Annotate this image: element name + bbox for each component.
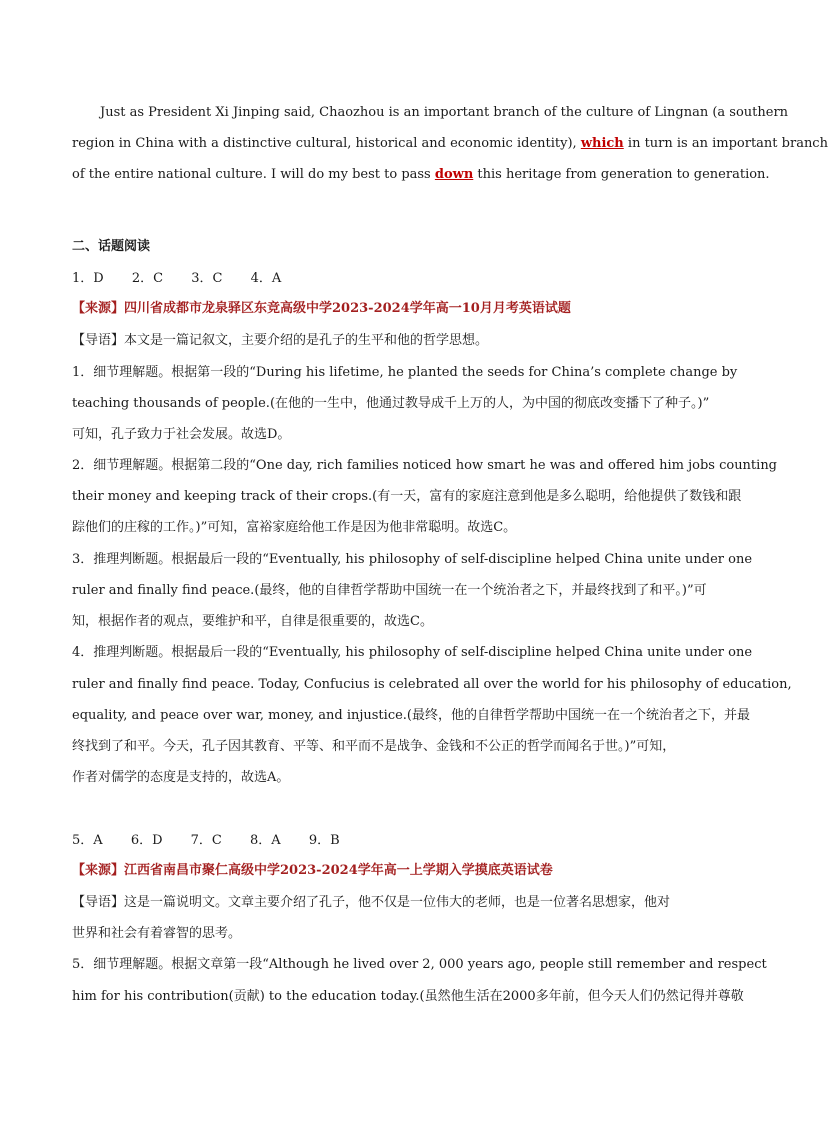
answer-row-2 xyxy=(72,832,724,850)
explanation-line: 1．细节理解题。根据第一段的“During his lifetime, he planted the seeds for China’s complete change by xyxy=(72,365,738,380)
answer-item: 7．C xyxy=(190,833,222,848)
intro-text: of the entire national culture. I will do my best to pass xyxy=(72,167,431,182)
answer-item: 5．A xyxy=(72,833,103,848)
explanation-line: ruler and finally find peace. Today, Confucius is celebrated all over the world for his philosophy of education, xyxy=(72,677,792,692)
answer-item: 3．C xyxy=(191,271,223,286)
explanation-line: teaching thousands of people.(在他的一生中，他通过教导成千上万的人，为中国的彻底改变播下了种子。)” xyxy=(72,396,710,411)
intro-text: region in China with a distinctive cultural, historical and economic identity), xyxy=(72,136,577,151)
guide-line-2-cont: 世界和社会有着睿智的思考。 xyxy=(72,926,242,941)
intro-text: in turn is an important branch xyxy=(627,136,828,151)
answer-highlight: down xyxy=(434,167,474,182)
explanation-line: 终找到了和平。今天，孔子因其教育、平等、和平而不是战争、金钱和不公正的哲学而闻名于世。)”可知， xyxy=(72,739,676,754)
explanation-line: 2．细节理解题。根据第二段的“One day, rich families noticed how smart he was and offered him jobs counting xyxy=(72,458,778,473)
guide-line-2: 【导语】这是一篇说明文。文章主要介绍了孔子，他不仅是一位伟大的老师，也是一位著名思想家，他对 xyxy=(72,895,671,910)
answer-item: 1．D xyxy=(72,271,104,286)
intro-line-3 xyxy=(72,166,770,184)
intro-line-1 xyxy=(72,104,789,122)
answer-item: 8．A xyxy=(250,833,281,848)
answer-item: 9．B xyxy=(308,833,340,848)
answer-row-1 xyxy=(72,270,724,288)
intro-text: Just as President Xi Jinping said, Chaozhou is an important branch of the culture of Lingnan (a southern xyxy=(100,105,789,120)
source-line-2: 【来源】江西省南昌市聚仁高级中学2023-2024学年高一上学期入学摸底英语试卷 xyxy=(72,863,553,878)
answer-highlight: which xyxy=(580,136,624,151)
explanation-line: ruler and finally find peace.(最终，他的自律哲学帮助中国统一在一个统治者之下，并最终找到了和平。)”可 xyxy=(72,583,707,598)
guide-line-1: 【导语】本文是一篇记叙文，主要介绍的是孔子的生平和他的哲学思想。 xyxy=(72,333,489,348)
explanation-line: 5．细节理解题。根据文章第一段“Although he lived over 2, 000 years ago, people still remember and respect xyxy=(72,957,767,972)
source-line-1: 【来源】四川省成都市龙泉驿区东竞高级中学2023-2024学年高一10月月考英语试题 xyxy=(72,301,571,316)
explanation-line: 3．推理判断题。根据最后一段的“Eventually, his philosophy of self-discipline helped China unite under one xyxy=(72,552,753,567)
explanation-line: their money and keeping track of their crops.(有一天，富有的家庭注意到他是多么聪明，给他提供了数钱和跟 xyxy=(72,489,742,504)
explanation-line: 踪他们的庄稼的工作。)”可知，富裕家庭给他工作是因为他非常聪明。故选C。 xyxy=(72,520,517,535)
answer-item: 2．C xyxy=(131,271,164,286)
explanation-line: equality, and peace over war, money, and injustice.(最终，他的自律哲学帮助中国统一在一个统治者之下，并最 xyxy=(72,708,750,723)
explanation-line: him for his contribution(贡献) to the education today.(虽然他生活在2000多年前，但今天人们仍然记得并尊敬 xyxy=(72,989,744,1004)
answer-item: 4．A xyxy=(250,271,282,286)
explanation-line: 可知，孔子致力于社会发展。故选D。 xyxy=(72,427,291,442)
intro-text: this heritage from generation to generation. xyxy=(477,167,770,182)
explanation-line: 4．推理判断题。根据最后一段的“Eventually, his philosophy of self-discipline helped China unite under one xyxy=(72,645,753,660)
intro-line-2 xyxy=(72,135,828,153)
section-heading: 二、话题阅读 xyxy=(72,239,151,254)
explanation-line: 作者对儒学的态度是支持的，故选A。 xyxy=(72,770,290,785)
explanation-line: 知，根据作者的观点，要维护和平，自律是很重要的，故选C。 xyxy=(72,614,433,629)
answer-item: 6．D xyxy=(130,833,163,848)
